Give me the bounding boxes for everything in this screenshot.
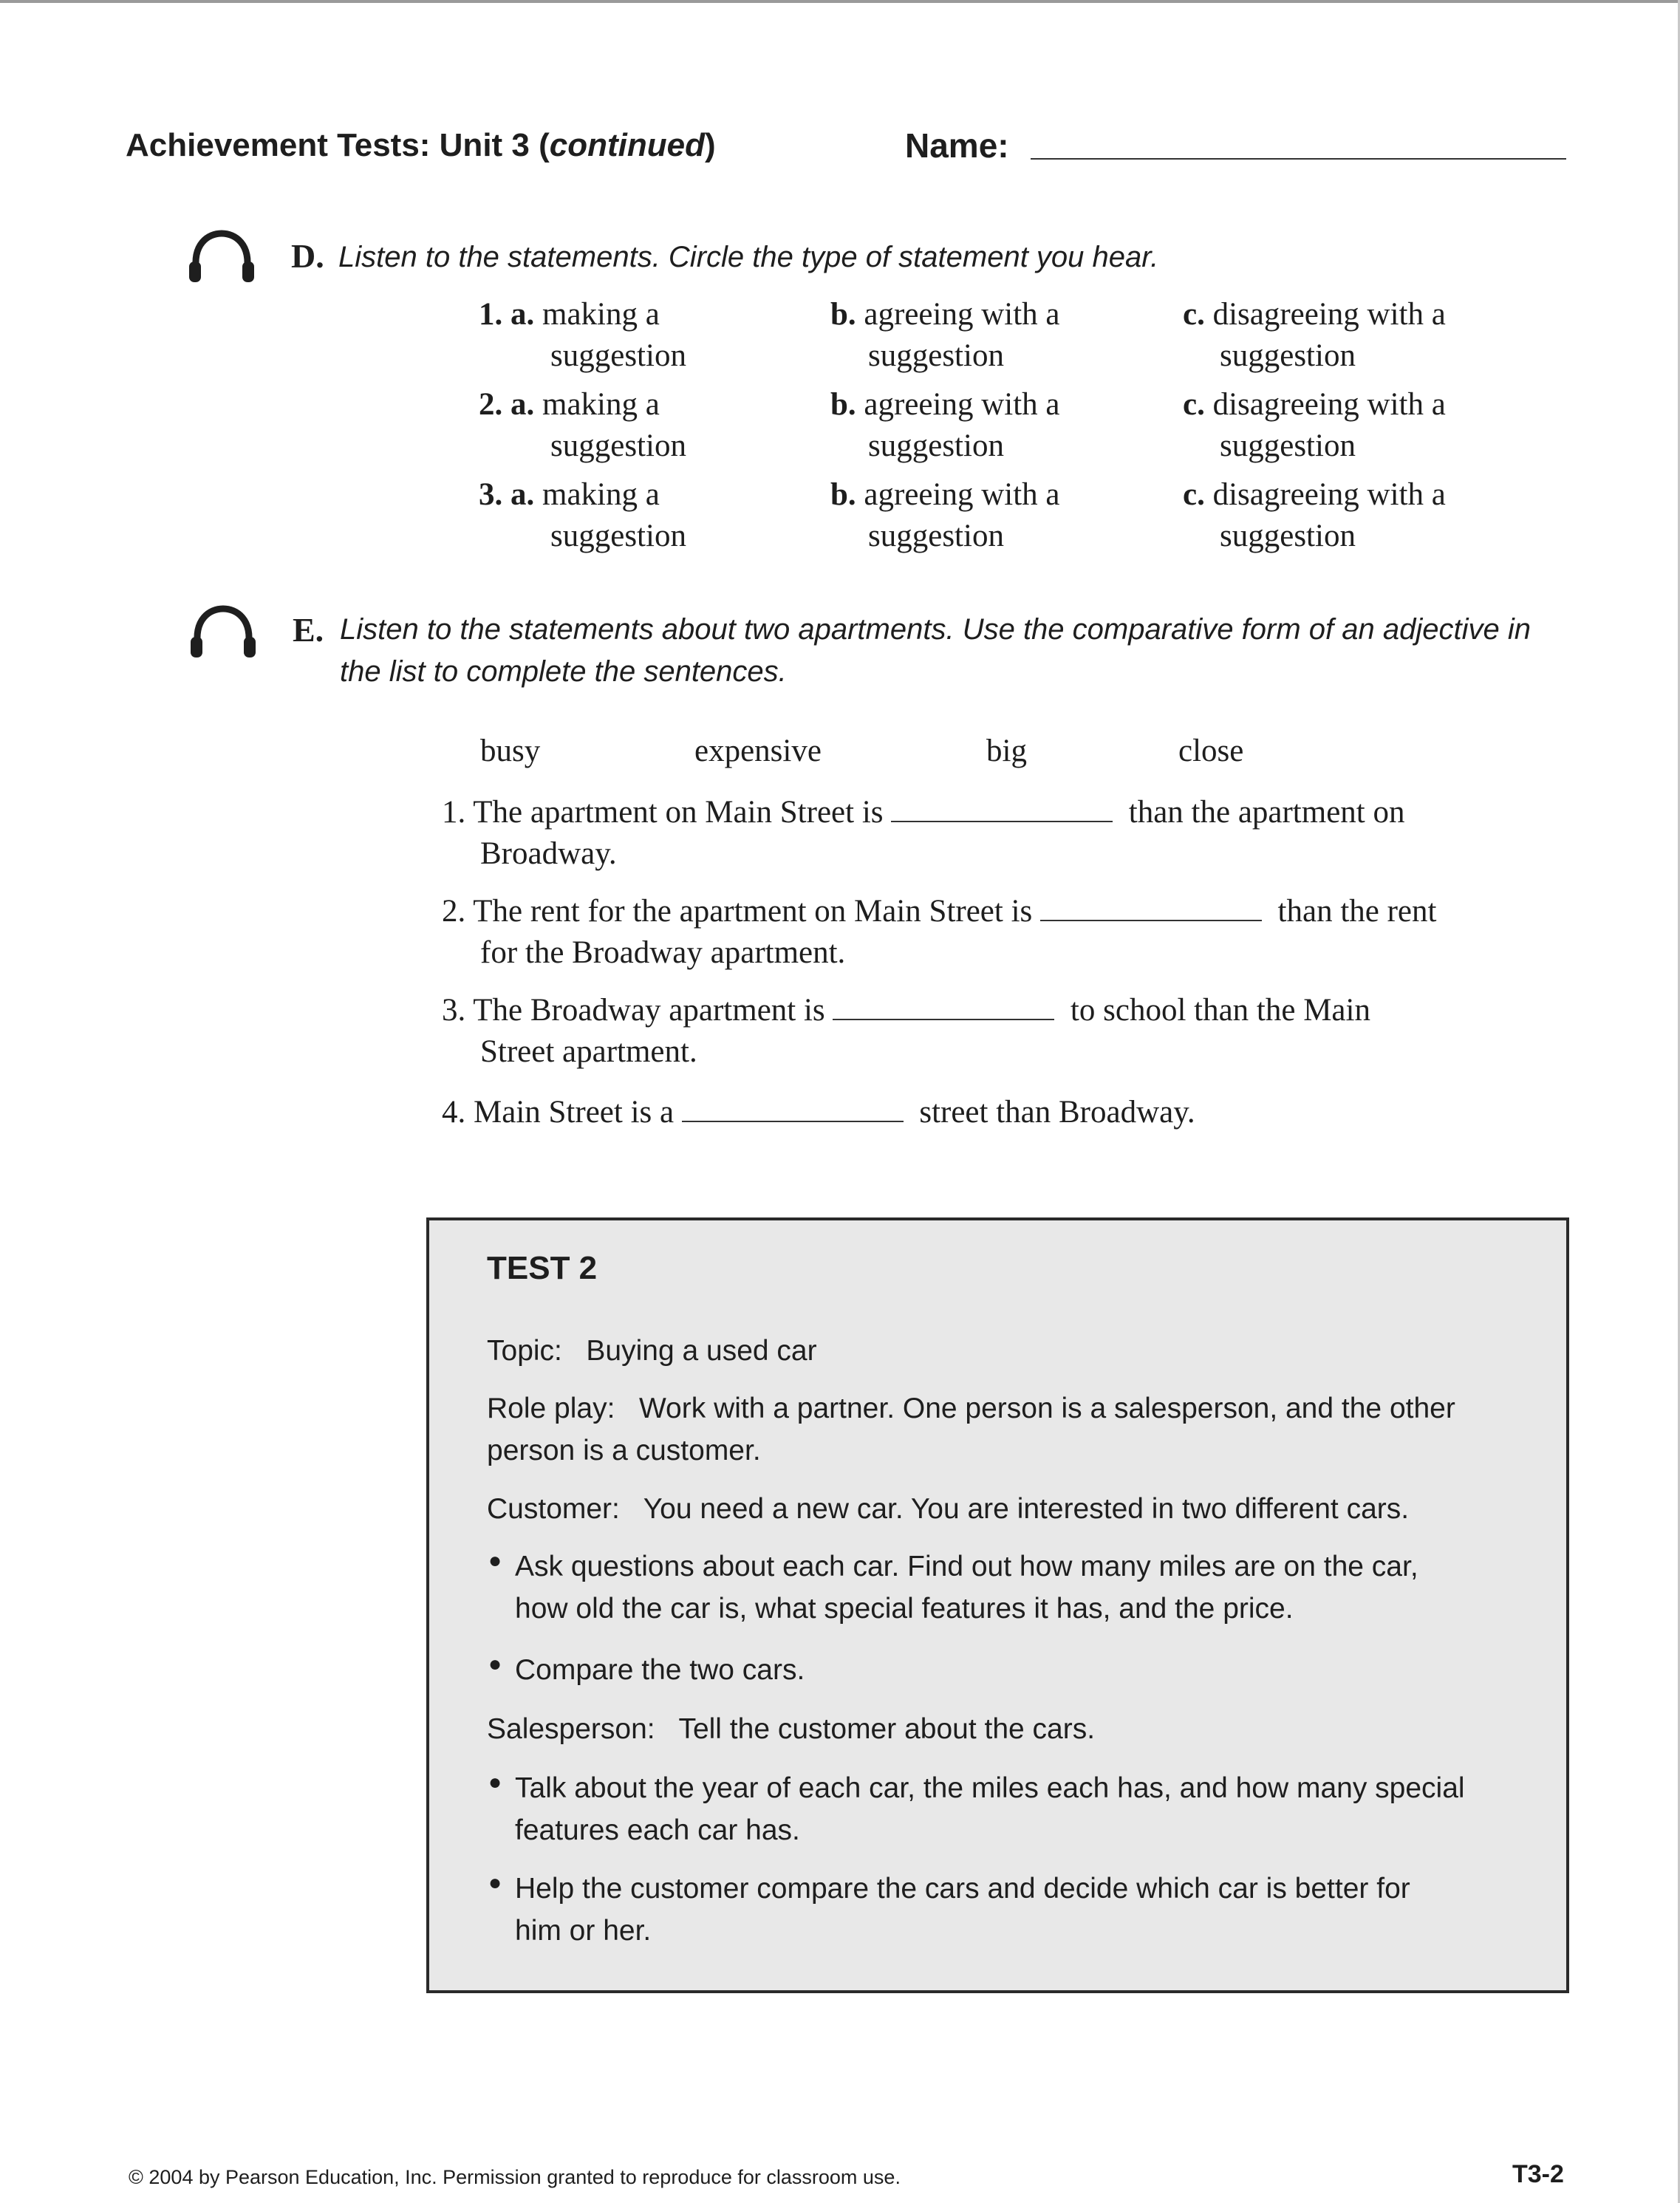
scan-top-edge xyxy=(0,0,1680,3)
salesperson-bullet-1-line1: Talk about the year of each car, the miles each has, and how many special xyxy=(515,1772,1465,1804)
e-sentence-4: 4. Main Street is a street than Broadway. xyxy=(442,1095,1195,1130)
salesperson-line: Salesperson: Tell the customer about the cars. xyxy=(487,1713,1096,1745)
d-item-2-option-a-line2: suggestion xyxy=(550,428,686,463)
d-item-1-option-c[interactable]: c. disagreeing with a xyxy=(1183,297,1446,332)
customer-bullet-2: Compare the two cars. xyxy=(515,1654,805,1686)
d-item-3-option-c[interactable]: c. disagreeing with a xyxy=(1183,477,1446,512)
e-sentence-3: 3. The Broadway apartment is to school than the Main xyxy=(442,993,1370,1028)
name-blank-line[interactable] xyxy=(1031,158,1566,160)
d-item-3-option-c-line2: suggestion xyxy=(1220,519,1356,553)
d-item-2-option-a[interactable]: 2. a. making a xyxy=(479,387,660,422)
e-sentence-2-line2: for the Broadway apartment. xyxy=(480,935,846,970)
d-item-1-option-a[interactable]: 1. a. making a xyxy=(479,297,660,332)
section-d-letter: D. xyxy=(291,237,324,275)
d-item-2-option-b-line2: suggestion xyxy=(868,428,1004,463)
copyright-notice: © 2004 by Pearson Education, Inc. Permission granted to reproduce for classroom use. xyxy=(129,2166,901,2188)
headphones-icon xyxy=(188,604,259,660)
name-label: Name: xyxy=(905,126,1009,165)
section-d-instruction: Listen to the statements. Circle the type of statement you hear. xyxy=(338,241,1159,273)
d-item-3-option-a[interactable]: 3. a. making a xyxy=(479,477,660,512)
bullet-icon: ● xyxy=(488,1770,502,1794)
test-2-title: TEST 2 xyxy=(487,1250,598,1286)
salesperson-bullet-1-line2: features each car has. xyxy=(515,1814,800,1846)
page-number: T3-2 xyxy=(1512,2160,1564,2188)
bullet-icon: ● xyxy=(488,1871,502,1895)
page-title xyxy=(126,127,716,164)
roleplay-line2: person is a customer. xyxy=(487,1435,761,1466)
salesperson-bullet-2-line1: Help the customer compare the cars and decide which car is better for xyxy=(515,1873,1410,1905)
word-bank-item: expensive xyxy=(694,734,822,768)
e-sentence-1: 1. The apartment on Main Street is than the apartment on xyxy=(442,795,1405,830)
answer-blank[interactable] xyxy=(1040,895,1262,921)
customer-bullet-1-line2: how old the car is, what special features it has, and the price. xyxy=(515,1593,1294,1625)
answer-blank[interactable] xyxy=(833,994,1054,1020)
section-e-letter: E. xyxy=(293,611,324,649)
section-e-instruction-line2: the list to complete the sentences. xyxy=(340,655,787,688)
d-item-2-option-b[interactable]: b. agreeing with a xyxy=(830,387,1060,422)
d-item-2-option-c-line2: suggestion xyxy=(1220,428,1356,463)
d-item-2-option-c[interactable]: c. disagreeing with a xyxy=(1183,387,1446,422)
e-sentence-2: 2. The rent for the apartment on Main Street is than the rent xyxy=(442,894,1437,929)
bullet-icon: ● xyxy=(488,1548,502,1573)
customer-line: Customer: You need a new car. You are interested in two different cars. xyxy=(487,1493,1410,1525)
e-sentence-1-line2: Broadway. xyxy=(480,836,617,871)
d-item-3-option-a-line2: suggestion xyxy=(550,519,686,553)
title-italic: continued xyxy=(549,127,705,163)
topic-line: Topic: Buying a used car xyxy=(487,1335,817,1367)
word-bank-item: big xyxy=(986,734,1027,768)
bullet-icon: ● xyxy=(488,1652,502,1676)
salesperson-bullet-2-line2: him or her. xyxy=(515,1915,652,1947)
customer-bullet-1-line1: Ask questions about each car. Find out how many miles are on the car, xyxy=(515,1551,1418,1582)
title-main: Achievement Tests: Unit 3 ( xyxy=(126,127,550,163)
d-item-1-option-c-line2: suggestion xyxy=(1220,338,1356,373)
d-item-1-option-a-line2: suggestion xyxy=(550,338,686,373)
d-item-1-option-b-line2: suggestion xyxy=(868,338,1004,373)
roleplay-line1: Role play: Work with a partner. One person is a salesperson, and the other xyxy=(487,1393,1455,1424)
word-bank-item: busy xyxy=(480,734,541,768)
d-item-3-option-b[interactable]: b. agreeing with a xyxy=(830,477,1060,512)
title-end: ) xyxy=(704,127,716,163)
headphones-icon xyxy=(186,229,257,285)
word-bank-item: close xyxy=(1178,734,1244,768)
section-e-instruction-line1: Listen to the statements about two apartments. Use the comparative form of an adjective in xyxy=(340,613,1531,646)
d-item-3-option-b-line2: suggestion xyxy=(868,519,1004,553)
e-sentence-3-line2: Street apartment. xyxy=(480,1034,697,1069)
d-item-1-option-b[interactable]: b. agreeing with a xyxy=(830,297,1060,332)
answer-blank[interactable] xyxy=(682,1096,904,1122)
answer-blank[interactable] xyxy=(891,796,1113,822)
